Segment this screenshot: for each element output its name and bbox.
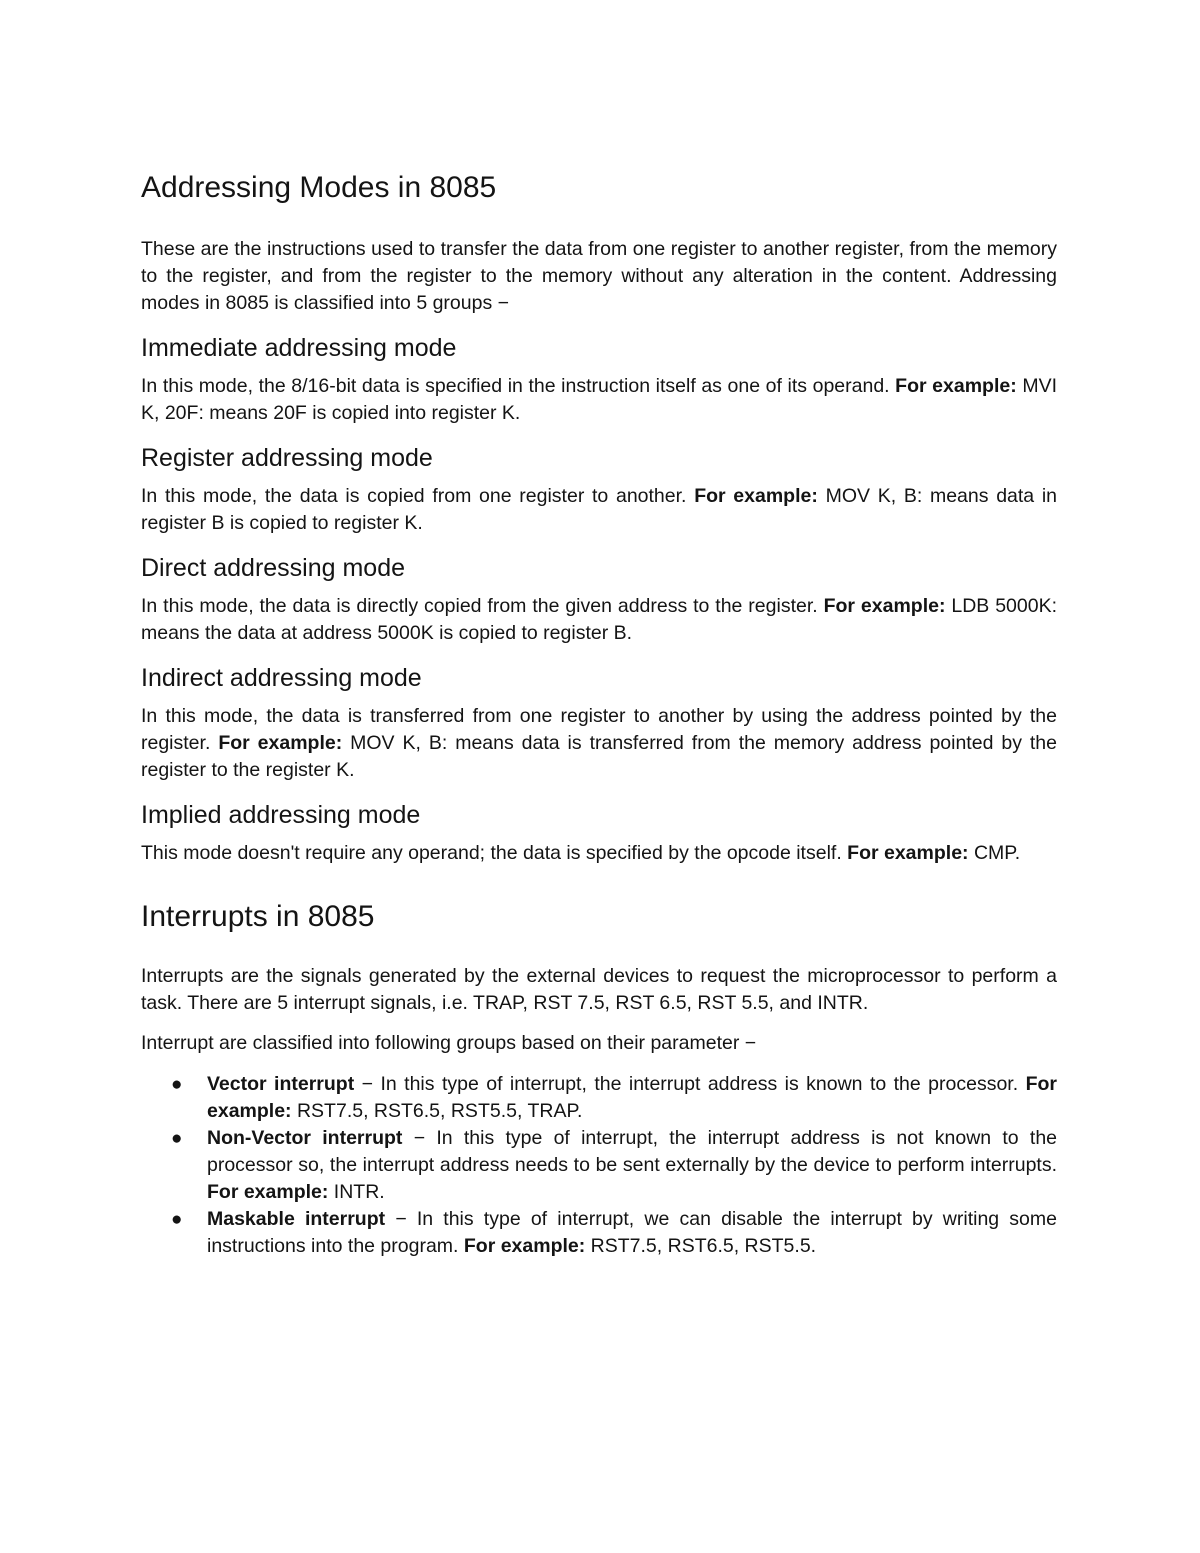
interrupt-list [141, 1071, 1057, 1260]
example-label: For example: [463, 1235, 586, 1257]
example-label: For example: [207, 1073, 1057, 1122]
document-page [141, 168, 1057, 1260]
interrupts-intro: Interrupts are the signals generated by the external devices to request the microprocessor to perform a task. There are 5 interrupt signals, i.e. TRAP, RST 7.5, RST 6.5, RST 5.5, and INTR. [141, 965, 1057, 1014]
mode-body-indirect: In this mode, the data is transferred from one register to another by using the address pointed by the register. For example: MOV K, B: means data is transferred from the memory address pointed by the register to the register K. [141, 705, 1057, 781]
list-item-non-vector-interrupt: ● Non-Vector interrupt − In this type of interrupt, the interrupt address is not known to the processor so, the interrupt address needs to be sent externally by the device to perform interrupts. For example: INTR. [171, 1127, 1058, 1203]
example-label: For example: [694, 485, 818, 507]
interrupts-title: Interrupts in 8085 [141, 900, 375, 933]
mode-body-implied: This mode doesn't require any operand; the data is specified by the opcode itself. For example: CMP. [141, 842, 1021, 864]
list-item-vector-interrupt: ● Vector interrupt − In this type of interrupt, the interrupt address is known to the processor. For example: RST7.5, RST6.5, RST5.5, TRAP. [171, 1073, 1057, 1122]
example-label: For example: [207, 1181, 329, 1203]
mode-body-immediate: In this mode, the 8/16-bit data is specified in the instruction itself as one of its operand. For example: MVI K, 20F: means 20F is copied into register K. [141, 375, 1057, 424]
bullet-icon: ● [171, 1209, 183, 1230]
mode-heading-implied: Implied addressing mode [141, 801, 421, 829]
addressing-intro: These are the instructions used to transfer the data from one register to another register, from the memory to the register, and from the register to the memory without any alteration in the content. Addressing modes in 8085 is classified into 5 groups − [141, 238, 1057, 314]
mode-heading-immediate: Immediate addressing mode [141, 334, 457, 362]
mode-heading-indirect: Indirect addressing mode [141, 664, 422, 692]
bullet-icon: ● [171, 1074, 183, 1095]
interrupts-classification: Interrupt are classified into following groups based on their parameter − [141, 1032, 757, 1054]
mode-body-register: In this mode, the data is copied from one register to another. For example: MOV K, B: means data in register B is copied to register K. [141, 485, 1058, 534]
example-label: For example: [823, 595, 946, 617]
example-label: For example: [847, 842, 969, 864]
addressing-title: Addressing Modes in 8085 [141, 171, 497, 204]
mode-body-direct: In this mode, the data is directly copied from the given address to the register. For example: LDB 5000K: means the data at address 5000K is copied to register B. [141, 595, 1058, 644]
list-item-maskable-interrupt: ● Maskable interrupt − In this type of interrupt, we can disable the interrupt by writing some instructions into the program. For example: RST7.5, RST6.5, RST5.5. [171, 1208, 1057, 1257]
example-label: For example: [895, 375, 1017, 397]
bullet-icon: ● [171, 1128, 183, 1149]
mode-heading-register: Register addressing mode [141, 444, 433, 472]
mode-heading-direct: Direct addressing mode [141, 554, 406, 582]
example-label: For example: [218, 732, 343, 754]
